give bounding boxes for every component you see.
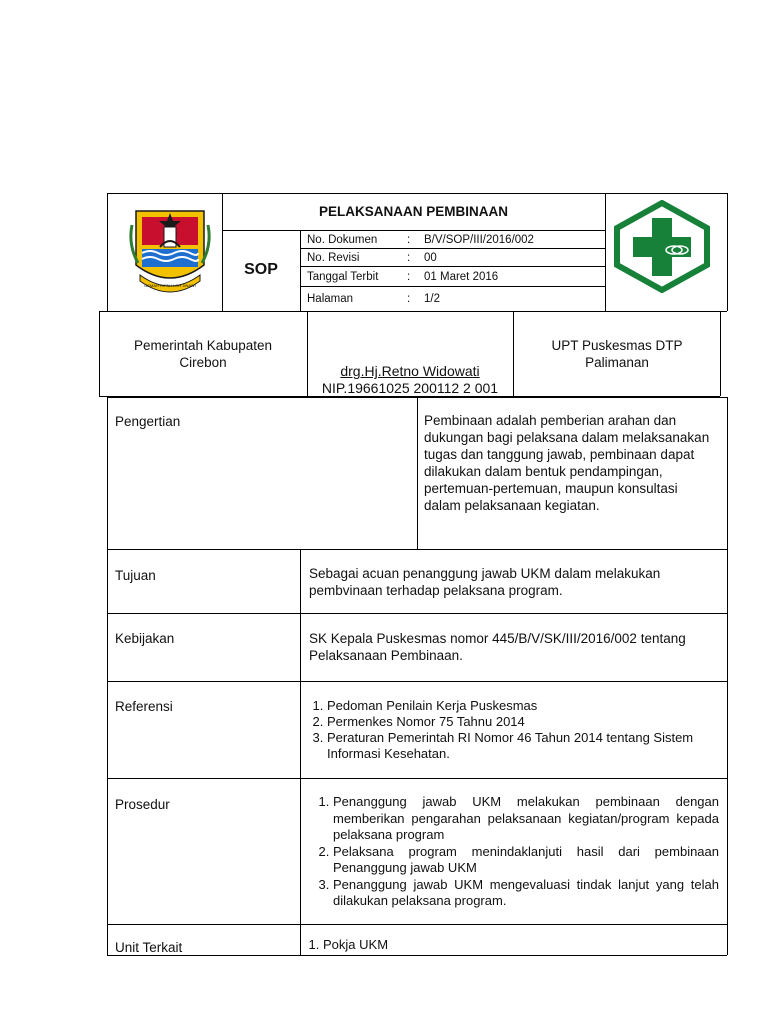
meta-label: Halaman (307, 293, 354, 305)
kebijakan-label: Kebijakan (115, 631, 175, 646)
prosedur-list (305, 794, 719, 910)
list-item: 2. Permenkes Nomor 75 Tahnu 2014 (327, 714, 717, 730)
pengertian-text: Pembinaan adalah pemberian arahan dan dukungan bagi pelaksana dalam melaksanakan tugas dan tanggung jawab, pembinaan dapat dilakukan dalam bentuk pendampingan, pertemuan-pertemuan, maupun konsultasi dalam pelaksanaan kegiatan. (424, 413, 710, 513)
meta-label: Tanggal Terbit (307, 271, 379, 283)
unit-terkait-label: Unit Terkait (115, 940, 183, 955)
referensi-label: Referensi (115, 699, 173, 714)
list-item: 3. Penanggung jawab UKM mengevaluasi tindak lanjut yang telah dilakukan pelaksana program. (333, 877, 719, 910)
meta-separator: : (407, 252, 411, 264)
government-name: Pemerintah Kabupaten Cirebon (133, 338, 273, 370)
list-item: 1. Pedoman Penilain Kerja Puskesmas (327, 698, 717, 714)
meta-value: 00 (424, 252, 437, 264)
list-item: 1. Penanggung jawab UKM melakukan pembinaan dengan memberikan pengarahan pelaksanaan kegiatan/program kepada pelaksana program (333, 794, 719, 844)
meta-separator: : (407, 293, 411, 305)
puskesmas-logo (613, 200, 711, 293)
crest-motto: GEMAH RIPAH LOH JINAWI (144, 283, 196, 288)
signer-name: drg.Hj.Retno Widowati (340, 363, 480, 379)
pengertian-label: Pengertian (115, 414, 181, 429)
meta-label: No. Revisi (307, 252, 360, 264)
meta-value: B/V/SOP/III/2016/002 (424, 234, 534, 246)
unit-name: UPT Puskesmas DTP Palimanan (551, 338, 683, 370)
tujuan-label: Tujuan (115, 568, 156, 583)
meta-value: 01 Maret 2016 (424, 271, 499, 283)
unit-terkait-list (301, 937, 717, 953)
meta-separator: : (407, 271, 411, 283)
sop-label: SOP (244, 261, 278, 278)
list-item: 2. Pelaksana program menindaklanjuti hasil dari pembinaan Penanggung jawab UKM (333, 844, 719, 877)
document-title: PELAKSANAAN PEMBINAAN (318, 204, 508, 219)
meta-label: No. Dokumen (307, 234, 378, 246)
regency-crest-logo (126, 205, 214, 297)
meta-value: 1/2 (424, 293, 440, 305)
meta-separator: : (407, 234, 411, 246)
kebijakan-text: SK Kepala Puskesmas nomor 445/B/V/SK/III/2016/002 tentang Pelaksanaan Pembinaan. (309, 631, 686, 663)
list-item: 1. Pokja UKM (323, 937, 717, 953)
list-item: 3. Peraturan Pemerintah RI Nomor 46 Tahun 2014 tentang Sistem Informasi Kesehatan. (327, 730, 717, 762)
referensi-list (301, 698, 717, 762)
signer-nip: NIP.19661025 200112 2 001 (321, 380, 499, 396)
tujuan-text: Sebagai acuan penanggung jawab UKM dalam melakukan pembvinaan terhadap pelaksana program. (309, 566, 661, 598)
prosedur-label: Prosedur (115, 797, 170, 812)
